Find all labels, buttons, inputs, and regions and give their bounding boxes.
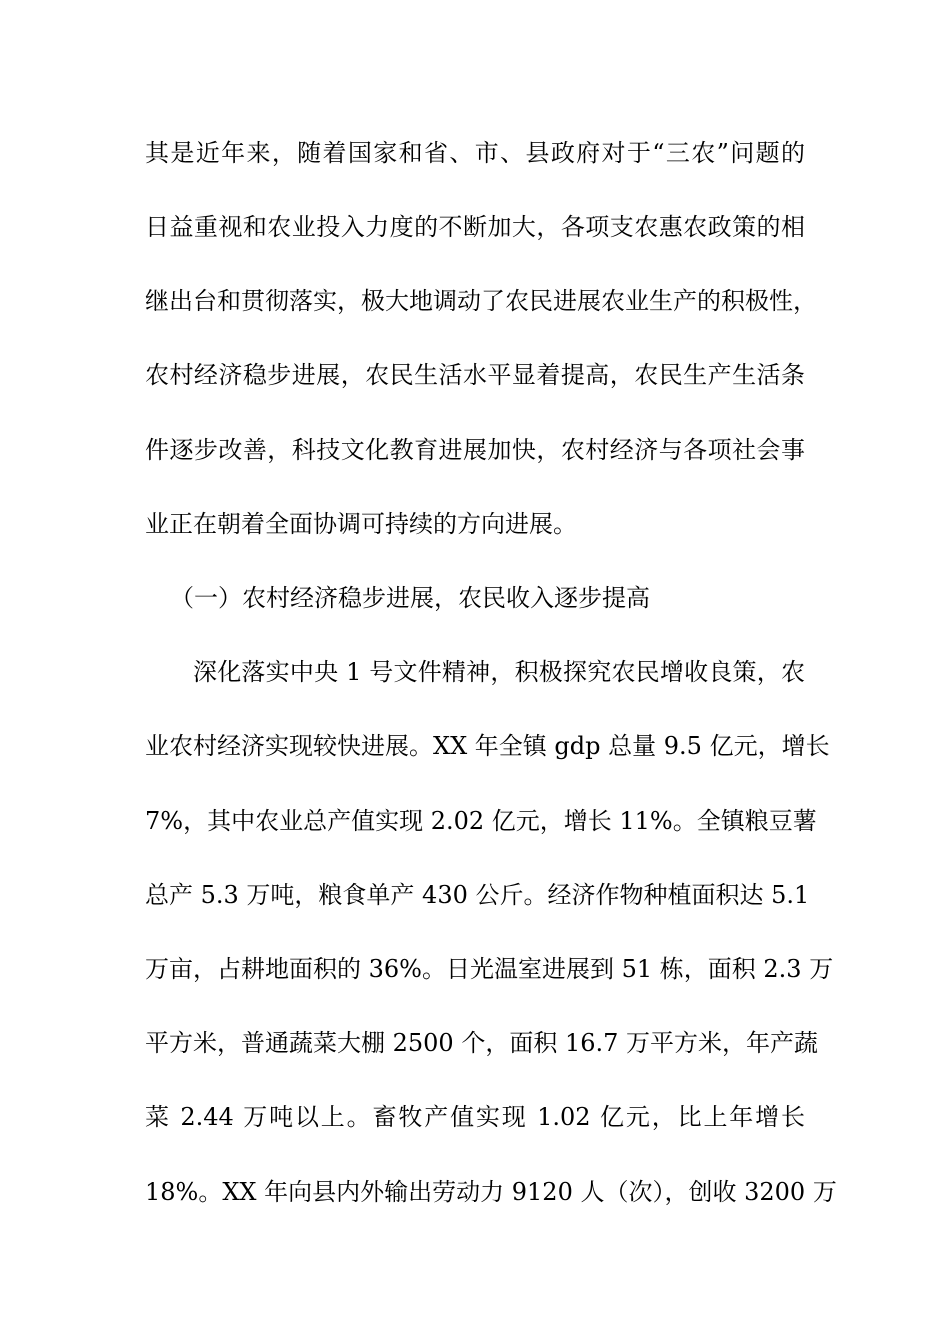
body-text-line-12: 万亩，占耕地面积的 36%。日光温室进展到 51 栋，面积 2.3 万: [145, 955, 834, 983]
body-text-line-5: 件逐步改善，科技文化教育进展加快，农村经济与各项社会事: [145, 436, 805, 464]
body-text-line-9: 业农村经济实现较快进展。XX 年全镇 gdp 总量 9.5 亿元，增长: [145, 732, 830, 760]
body-text-line-15: 18%。XX 年向县内外输出劳动力 9120 人（次），创收 3200 万: [145, 1178, 837, 1206]
body-text-line-10: 7%，其中农业总产值实现 2.02 亿元，增长 11%。全镇粮豆薯: [145, 807, 817, 835]
section-heading: （一）农村经济稳步进展，农民收入逐步提高: [170, 584, 650, 612]
body-text-line-4: 农村经济稳步进展，农民生活水平显着提高，农民生产生活条: [145, 361, 805, 389]
body-text-line-14: 菜 2.44 万吨以上。畜牧产值实现 1.02 亿元，比上年增长: [145, 1103, 805, 1131]
body-text-line-6: 业正在朝着全面协调可持续的方向进展。: [145, 510, 577, 538]
body-text-line-3: 继出台和贯彻落实，极大地调动了农民进展农业生产的积极性，: [145, 287, 817, 315]
body-text-line-8: 深化落实中央 1 号文件精神，积极探究农民增收良策，农: [193, 658, 805, 686]
body-text-line-13: 平方米，普通蔬菜大棚 2500 个，面积 16.7 万平方米，年产蔬: [145, 1029, 819, 1057]
body-text-line-11: 总产 5.3 万吨，粮食单产 430 公斤。经济作物种植面积达 5.1: [145, 881, 810, 909]
body-text-line-2: 日益重视和农业投入力度的不断加大，各项支农惠农政策的相: [145, 213, 805, 241]
body-text-line-1: 其是近年来，随着国家和省、市、县政府对于“三农”问题的: [145, 139, 805, 167]
